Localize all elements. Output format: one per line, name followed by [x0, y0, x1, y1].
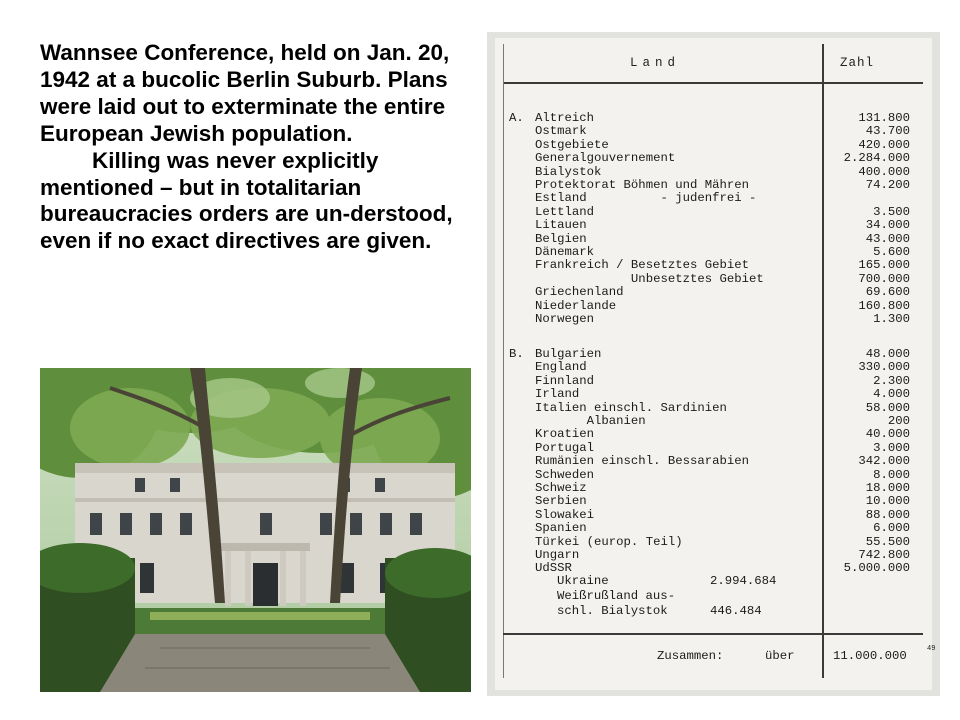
table-row-land: Litauen	[535, 218, 587, 233]
total-label: Zusammen:	[657, 649, 724, 663]
table-row-land: Unbesetztes Gebiet	[535, 271, 764, 286]
table-row-zahl: 40.000	[865, 427, 910, 442]
left-border	[503, 44, 504, 678]
table-row-zahl: 10.000	[865, 494, 910, 509]
table-row-land: Irland	[535, 387, 580, 402]
table-row-zahl: 34.000	[865, 218, 910, 233]
table-row-zahl: 43.700	[865, 124, 910, 139]
table-row-zahl: 1.300	[873, 312, 910, 326]
table-row-zahl: 4.000	[873, 387, 910, 402]
table-row-land: Bulgarien	[535, 347, 602, 361]
header-rule	[503, 82, 923, 84]
udssr-sub-zahl: 446.484	[710, 604, 762, 618]
udssr-sub-land: Weißrußland aus-	[557, 589, 676, 603]
column-divider	[822, 44, 824, 678]
table-row-land: Portugal	[535, 440, 595, 455]
section-b-label: B.	[509, 347, 524, 361]
table-row-zahl: 88.000	[865, 507, 910, 522]
table-row-land: Altreich	[535, 111, 595, 125]
table-row-zahl: 8.000	[873, 467, 910, 482]
table-row-zahl: 74.200	[865, 178, 910, 192]
total-over: über	[765, 649, 795, 663]
table-row-zahl: 330.000	[858, 360, 910, 375]
table-row-zahl: 69.600	[865, 285, 910, 300]
table-row-land: Italien einschl. Sardinien	[535, 400, 727, 415]
slide-caption	[40, 40, 460, 255]
table-row-zahl: 2.300	[873, 373, 910, 388]
table-row-land: Ungarn	[535, 548, 580, 562]
table-row-zahl: 3.500	[873, 204, 910, 219]
table-row-land: Estland - judenfrei -	[535, 191, 757, 206]
caption-paragraph-1: Wannsee Conference, held on Jan. 20, 1942 at a bucolic Berlin Suburb. Plans were laid out to exterminate the entire European Jewish population.	[40, 40, 450, 146]
table-row-land: Rumänien einschl. Bessarabien	[535, 454, 750, 469]
table-row-land: Schweden	[535, 467, 595, 482]
table-row-land: Schweiz	[535, 481, 587, 495]
table-row-land: Frankreich / Besetztes Gebiet	[535, 258, 750, 273]
table-row-zahl: 58.000	[865, 400, 910, 415]
table-row-land: Belgien	[535, 231, 587, 246]
table-row-zahl: 700.000	[858, 271, 910, 286]
table-row-zahl: 400.000	[858, 164, 910, 179]
table-row-land: Albanien	[535, 414, 646, 428]
total-value: 11.000.000	[833, 649, 907, 663]
table-row-land: Norwegen	[535, 312, 595, 326]
table-row-zahl: 5.000.000	[843, 561, 910, 576]
table-row-land: Bialystok	[535, 164, 602, 179]
udssr-sub-land: schl. Bialystok	[557, 604, 668, 618]
table-row-land: Niederlande	[535, 298, 617, 313]
table-row-land: Protektorat Böhmen und Mähren	[535, 178, 750, 192]
udssr-sub-land: Ukraine	[557, 574, 609, 588]
table-row-land: Lettland	[535, 204, 595, 219]
table-row-zahl: 3.000	[873, 440, 910, 455]
table-row-land: Türkei (europ. Teil)	[535, 534, 683, 549]
header-zahl: Zahl	[840, 56, 875, 70]
document-paper	[495, 38, 936, 690]
table-row-zahl: 420.000	[858, 137, 910, 152]
total-rule	[503, 633, 923, 635]
table-row-land: Slowakei	[535, 507, 595, 522]
wannsee-statistics-document	[487, 32, 940, 696]
table-row-zahl: 55.500	[865, 534, 910, 549]
table-row-land: Ostgebiete	[535, 137, 609, 152]
table-row-zahl: 342.000	[858, 454, 910, 469]
table-row-land: Dänemark	[535, 245, 595, 259]
table-row-land: Finnland	[535, 373, 595, 388]
table-row-land: UdSSR	[535, 561, 572, 576]
table-row-land: Kroatien	[535, 427, 595, 442]
table-row-zahl: 131.800	[858, 111, 910, 125]
table-row-land: Generalgouvernement	[535, 151, 676, 166]
table-row-zahl: 48.000	[865, 347, 910, 361]
wannsee-villa-photo	[40, 368, 471, 692]
header-land: Land	[630, 56, 681, 70]
table-row-zahl: 165.000	[858, 258, 910, 273]
udssr-sub-zahl: 2.994.684	[710, 574, 777, 588]
table-row-land: Griechenland	[535, 285, 624, 300]
caption-paragraph-2: Killing was never explicitly mentioned – but in totalitarian bureaucracies orders are un-derstood, even if no exact directives are given.	[40, 147, 453, 254]
table-row-zahl: 2.284.000	[843, 151, 910, 166]
table-row-land: England	[535, 360, 587, 375]
table-row-land: Spanien	[535, 521, 587, 536]
table-row-zahl: 18.000	[865, 481, 910, 495]
table-row-zahl: 5.600	[873, 245, 910, 259]
table-row-zahl: 160.800	[858, 298, 910, 313]
table-row-zahl: 6.000	[873, 521, 910, 536]
page-number: 49	[927, 645, 936, 653]
section-a-label: A.	[509, 111, 524, 125]
table-row-land: Serbien	[535, 494, 587, 509]
table-row-zahl: 43.000	[865, 231, 910, 246]
table-row-zahl: 742.800	[858, 548, 910, 562]
table-row-zahl: 200	[887, 414, 910, 428]
table-row-land: Ostmark	[535, 124, 587, 139]
